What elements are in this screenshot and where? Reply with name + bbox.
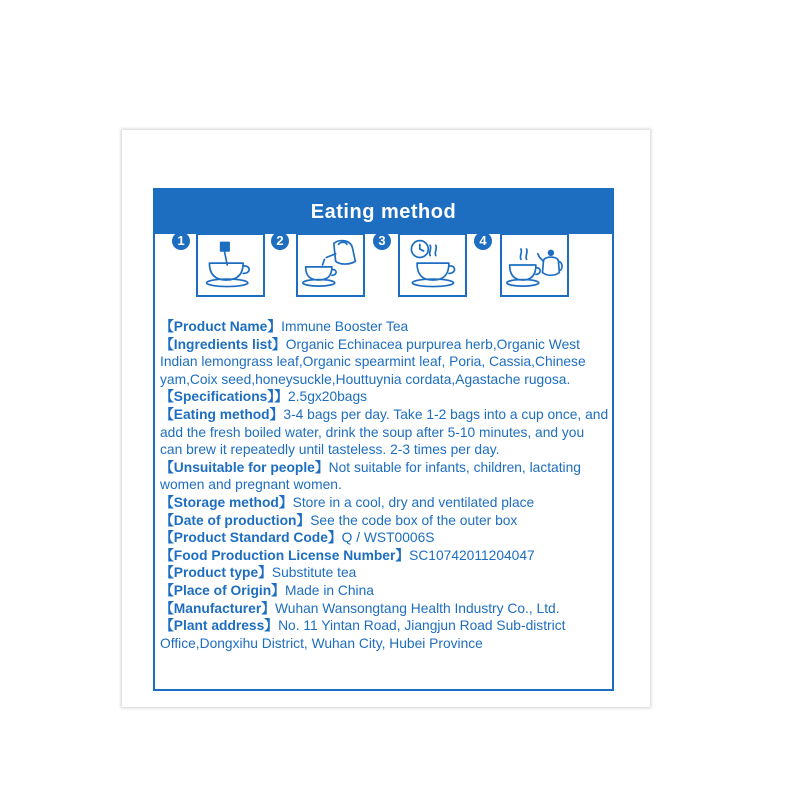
info-key: 【Product Name】 (160, 319, 282, 334)
info-key: 【Eating method】 (160, 406, 284, 422)
product-info (160, 318, 610, 652)
info-row-product-name (160, 318, 610, 336)
info-key: 【Plant address】 (160, 618, 279, 634)
info-value: Made in China (284, 582, 374, 598)
info-value: Q / WST0006S (341, 530, 435, 546)
teapot-refill-cup-icon (500, 233, 569, 297)
info-row-specifications (160, 388, 610, 406)
info-value: 3-4 bags per day. Take 1-2 bags into a cup once, and add the fresh boiled water, drink the soup after 5-10 minutes, and you can brew it repeatedly until tasteless. 2-3 times per day. (160, 406, 609, 458)
tea-bag-in-cup-icon (196, 233, 265, 297)
step-number-2: 2 (271, 232, 289, 250)
info-key: 【Manufacturer】 (160, 600, 275, 616)
step-number-1: 1 (172, 232, 190, 250)
info-value: Wuhan Wansongtang Health Industry Co., Ltd. (275, 600, 560, 616)
kettle-pouring-water-icon (296, 233, 365, 297)
info-value: Organic Echinacea purpurea herb,Organic West Indian lemongrass leaf,Organic spearmint leaf, Poria, Cassia,Chinese yam,Coix seed,honeysuckle,Houttuynia cordata,Agastache rugosa. (160, 336, 586, 387)
info-row-plant-address (160, 617, 610, 652)
info-key: 【Specifications】】 (160, 389, 289, 405)
info-row-storage (160, 494, 610, 512)
panel-title: Eating method (155, 190, 612, 234)
info-row-ingredients (160, 336, 610, 389)
info-key: 【Unsuitable for people】 (160, 459, 329, 475)
info-row-manufacturer (160, 600, 610, 618)
info-key: 【Date of production】 (160, 512, 311, 528)
info-key: 【Product Standard Code】 (160, 530, 342, 546)
info-key: 【Place of Origin】 (160, 582, 285, 598)
step-number-3: 3 (373, 232, 391, 250)
info-value: Not suitable for infants, children, lactating women and pregnant women. (160, 459, 581, 493)
info-row-standard-code (160, 529, 610, 547)
info-key: 【Storage method】 (160, 494, 293, 510)
info-value: No. 11 Yintan Road, Jiangjun Road Sub-district Office,Dongxihu District, Wuhan City, Hubei Province (160, 618, 566, 651)
info-value: 2.5gx20bags (288, 389, 368, 405)
info-value: Store in a cool, dry and ventilated place (292, 494, 535, 510)
step-number-4: 4 (474, 232, 492, 250)
info-row-license-number (160, 547, 610, 565)
info-row-product-type (160, 564, 610, 582)
info-value: Substitute tea (271, 565, 357, 581)
info-key: 【Product type】 (160, 565, 272, 581)
info-value: See the code box of the outer box (310, 512, 518, 528)
clock-timer-cup-icon (398, 233, 467, 297)
info-row-production-date (160, 512, 610, 530)
info-row-eating-method (160, 406, 610, 459)
info-value: SC10742011204047 (409, 547, 535, 563)
info-row-unsuitable-people (160, 459, 610, 494)
info-key: 【Food Production License Number】 (160, 547, 410, 563)
info-key: 【Ingredients list】 (160, 336, 286, 352)
info-row-origin (160, 582, 610, 600)
info-value: Immune Booster Tea (281, 319, 409, 334)
